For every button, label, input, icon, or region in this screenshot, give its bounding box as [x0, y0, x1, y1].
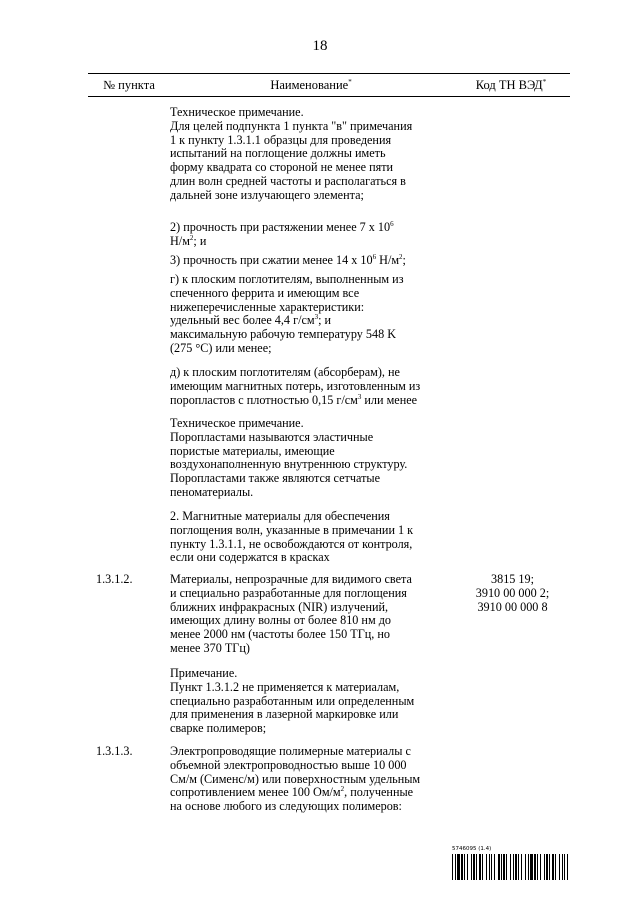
note-1312	[170, 667, 440, 736]
text-line	[170, 314, 440, 328]
text-line	[170, 254, 440, 268]
tn-ved-code: 3910 00 000 8	[477, 599, 548, 614]
barcode-bar	[464, 854, 465, 880]
text-part: или менее	[361, 392, 418, 407]
barcode	[452, 854, 570, 880]
text-line: пункту 1.3.1.1, не освобождаются от контроля,	[170, 536, 413, 551]
text-line: и специально разработанные для поглощения	[170, 585, 407, 600]
text-part: удельный вес более 4,4 г/см	[170, 313, 315, 328]
text-line: 2. Магнитные материалы для обеспечения	[170, 509, 390, 523]
text-line: имеющим магнитных потерь, изготовленным из	[170, 378, 421, 393]
header-name-footnote: *	[348, 77, 352, 86]
barcode-bar	[471, 854, 472, 880]
text-line: пористые материалы, имеющие	[170, 443, 335, 458]
text-part: сопротивлением менее 100 Ом/м	[170, 785, 341, 800]
text-line: для применения в лазерной маркировке или	[170, 707, 399, 722]
item-tensile-strength	[170, 221, 440, 249]
barcode-bar	[518, 854, 519, 880]
tn-ved-code: 3815 19;	[491, 572, 534, 586]
superscript: 6	[390, 219, 394, 228]
header-code	[452, 78, 570, 93]
text-line: (275 °C) или менее;	[170, 340, 272, 355]
barcode-bar	[467, 854, 468, 880]
barcode-bar	[457, 854, 460, 880]
item-compressive-strength	[170, 254, 440, 268]
header-name	[170, 78, 452, 93]
barcode-bar	[540, 854, 541, 880]
text-line	[170, 786, 440, 800]
text-line: менее 370 ТГц)	[170, 640, 250, 655]
item-1313-text	[170, 745, 440, 814]
barcode-bar	[549, 854, 550, 880]
text-part: Н/м	[170, 233, 190, 248]
text-line: объемной электропроводностью выше 10 000	[170, 757, 407, 772]
page-number: 18	[312, 38, 328, 54]
text-line	[170, 235, 440, 249]
text-line: менее 2000 нм (частоты более 150 ТГц, но	[170, 627, 391, 642]
text-line: Электропроводящие полимерные материалы с	[170, 744, 411, 758]
tn-ved-code: 3910 00 000 2;	[475, 585, 550, 600]
text-line: максимальную рабочую температуру 548 K	[170, 327, 397, 342]
item-g	[170, 273, 440, 356]
header-item-number: № пункта	[103, 78, 155, 92]
barcode-bar	[494, 854, 495, 880]
barcode-bar	[525, 854, 526, 880]
text-part: Н/м	[376, 253, 400, 267]
superscript: 6	[372, 252, 377, 261]
barcode-bar	[461, 854, 463, 880]
text-line: спеченного феррита и имеющим все	[170, 285, 360, 300]
superscript: 2	[399, 252, 403, 261]
item-number-1312: 1.3.1.2.	[96, 572, 133, 586]
text-line: Материалы, непрозрачные для видимого света	[170, 572, 412, 586]
barcode-bar	[537, 854, 538, 880]
text-line: д) к плоским поглотителям (абсорберам), не	[170, 365, 400, 379]
barcode-bar	[515, 854, 517, 880]
barcode-bar	[521, 854, 522, 880]
item-d	[170, 366, 440, 407]
text-line: Поропластами называются эластичные	[170, 429, 374, 444]
text-part: ; и	[318, 313, 332, 328]
barcode-bar	[513, 854, 514, 880]
table-header	[88, 73, 570, 97]
header-code-footnote: *	[542, 77, 547, 86]
barcode-bar	[567, 854, 568, 880]
text-line: Техническое примечание.	[170, 105, 304, 119]
item-1312-codes	[455, 573, 570, 614]
text-line: Для целей подпункта 1 пункта "в" примечания	[170, 118, 413, 133]
barcode-bar	[546, 854, 548, 880]
superscript: 3	[314, 313, 319, 322]
barcode-caption: 5746095 (1.4)	[452, 846, 492, 852]
barcode-bar	[473, 854, 475, 880]
barcode-bar	[528, 854, 529, 880]
text-line: Примечание.	[170, 666, 238, 680]
tech-note-1	[170, 106, 440, 203]
text-line: 1 к пункту 1.3.1.1 образцы для проведения	[170, 132, 392, 147]
text-part: 2) прочность при растяжении менее 7 х 10	[170, 220, 391, 234]
text-line: Пункт 1.3.1.2 не применяется к материалам,	[170, 679, 400, 694]
header-name-label: Наименование	[270, 78, 349, 92]
barcode-bar	[506, 854, 507, 880]
barcode-bar	[530, 854, 533, 880]
barcode-bar	[544, 854, 545, 880]
barcode-bar	[552, 854, 554, 880]
text-line: Техническое примечание.	[170, 416, 304, 430]
text-line: См/м (Сименс/м) или поверхностным удельным	[170, 771, 421, 786]
barcode-bar	[510, 854, 511, 880]
superscript: 3	[357, 392, 362, 401]
barcode-bar	[486, 854, 487, 880]
note-2	[170, 510, 440, 565]
barcode-bar	[559, 854, 560, 880]
text-part: поропластов с плотностью 0,15 г/см	[170, 392, 358, 407]
text-line: длин волн средней частоты и располагаться в	[170, 173, 406, 188]
text-line: имеющих длину волны от более 810 нм до	[170, 613, 391, 628]
barcode-bar	[503, 854, 505, 880]
barcode-bar	[491, 854, 492, 880]
text-line: специально разработанным или определенным	[170, 693, 415, 708]
text-part: ;	[402, 253, 406, 267]
text-line: испытаний на поглощение должны иметь	[170, 146, 386, 161]
text-line: Поропластами также являются сетчатые	[170, 471, 381, 486]
text-line: дальней зоне излучающего элемента;	[170, 187, 364, 202]
barcode-bar	[452, 854, 453, 880]
barcode-bar	[476, 854, 477, 880]
barcode-bar	[489, 854, 490, 880]
text-line: если они содержатся в красках	[170, 550, 330, 565]
text-line: нижеперечисленные характеристики:	[170, 299, 365, 314]
text-line: на основе любого из следующих полимеров:	[170, 799, 402, 814]
text-part: 3) прочность при сжатии менее 14 х 10	[170, 253, 373, 267]
text-line: г) к плоским поглотителям, выполненным из	[170, 272, 404, 286]
barcode-bar	[501, 854, 502, 880]
text-line: форму квадрата со стороной не менее пяти	[170, 160, 394, 175]
text-line: поглощения волн, указанные в примечании 1 к	[170, 522, 414, 537]
barcode-bar	[498, 854, 500, 880]
text-line: пеноматериалы.	[170, 484, 254, 499]
text-part: ; и	[193, 233, 207, 248]
text-line	[170, 394, 440, 408]
text-line: сварке полимеров;	[170, 721, 267, 736]
text-part: , полученные	[344, 785, 414, 800]
text-line: ближних инфракрасных (NIR) излучений,	[170, 599, 389, 614]
barcode-bar	[455, 854, 456, 880]
barcode-block	[452, 846, 570, 880]
header-code-label: Код ТН ВЭД	[475, 78, 543, 92]
barcode-bar	[482, 854, 483, 880]
text-line: воздухонаполненную внутреннюю структуру.	[170, 457, 408, 472]
tech-note-2	[170, 417, 440, 500]
superscript: 2	[189, 233, 194, 242]
item-number-1313: 1.3.1.3.	[96, 744, 133, 758]
barcode-bar	[562, 854, 563, 880]
item-1312-text	[170, 573, 440, 656]
barcode-bar	[479, 854, 481, 880]
superscript: 2	[340, 785, 345, 794]
barcode-bar	[564, 854, 565, 880]
barcode-bar	[534, 854, 536, 880]
barcode-bar	[555, 854, 556, 880]
text-line	[170, 221, 440, 235]
